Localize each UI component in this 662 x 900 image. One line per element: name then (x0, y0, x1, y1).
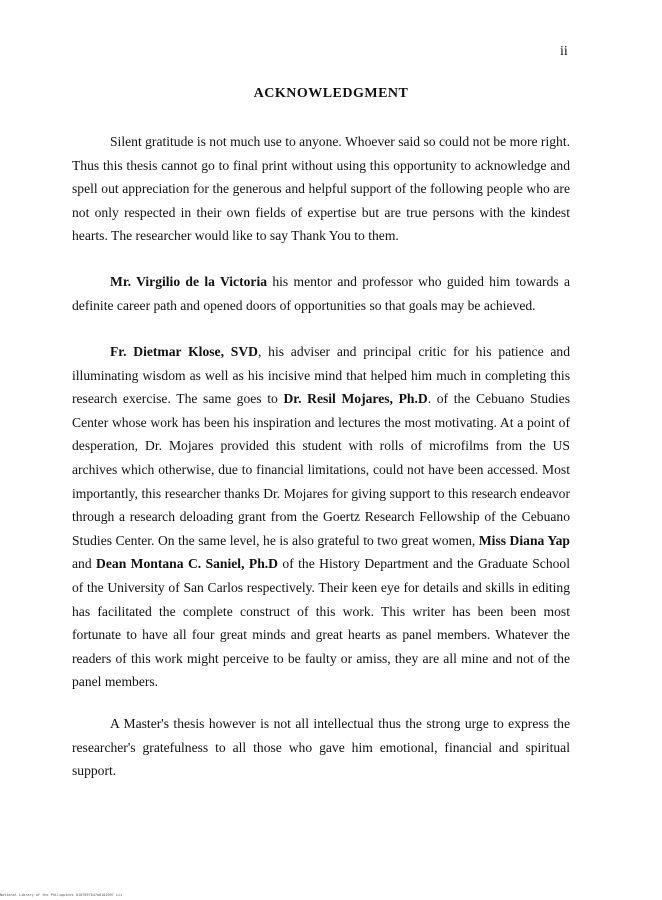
paragraph-mentor-text: his mentor and professor who guided him towards a definite career path and opened doors of opportunities so that goals may be achieved. (72, 274, 571, 313)
paragraph-panel (72, 340, 570, 694)
paragraph-closing: A Master's thesis however is not all intellectual thus the strong urge to express the researcher's gratefulness to all those who gave him emotional, financial and spiritual support. (72, 716, 570, 779)
paragraph-panel-text-4: of the History Department and the Graduate School of the University of San Carlos respectively. Their keen eye for details and skills in editing has facilitated the complete construct of this work. This writer has been been most fortunate to have all four great minds and great hearts as panel members. Whatever the readers of this work might perceive to be faulty or amiss, they are all mine and not of the panel members. (72, 556, 570, 690)
name-mojares: Dr. Resil Mojares, Ph.D (283, 391, 428, 407)
name-saniel: Dean Montana C. Saniel, Ph.D (96, 556, 278, 572)
name-virgilio: Mr. Virgilio de la Victoria (110, 274, 268, 289)
page-title: ACKNOWLEDGMENT (253, 86, 409, 101)
footer-stamp: National Library of the Philippines 0107097647a0102097 iii (0, 893, 123, 897)
name-klose: Fr. Dietmar Klose, SVD (110, 344, 258, 359)
page-number: ii (560, 44, 568, 59)
paragraph-intro: Silent gratitude is not much use to anyone. Whoever said so could not be more right. Thus this thesis cannot go to final print without using this opportunity to acknowledge and spell out appreciation for the generous and helpful support of the following people who are not only respected in their own fields of expertise but are true persons with the kindest hearts. The researcher would like to say Thank You to them. (72, 134, 570, 244)
paragraph-panel-text-1: , his adviser and principal critic for his patience and illuminating wisdom as well as his incisive mind that helped him much in completing this research exercise. The same goes to (72, 344, 571, 407)
name-yap: Miss Diana Yap (478, 532, 570, 548)
paragraph-panel-text-2: . of the Cebuano Studies Center whose work has been his inspiration and lectures the most motivating. At a point of desperation, Dr. Mojares provided this student with rolls of microfilms from the US archives which otherwise, due to financial limitations, could not have been accessed. Most importantly, this researcher thanks Dr. Mojares for giving support to this research endeavor through a research deloading grant from the Goertz Research Fellowship of the Cebuano Studies Center. On the same level, he is also grateful to two great women, (72, 391, 571, 548)
paragraph-panel-text-3: and (72, 556, 97, 572)
paragraph-mentor (72, 270, 570, 317)
